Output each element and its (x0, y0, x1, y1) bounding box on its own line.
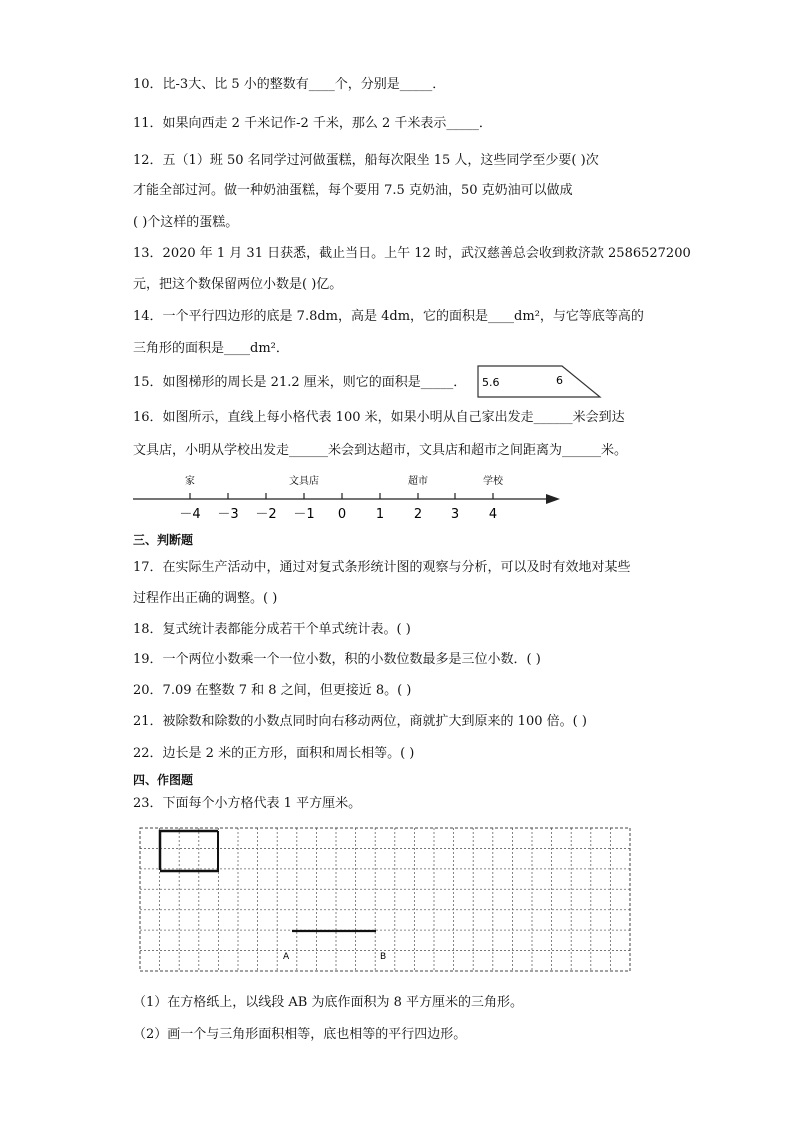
question-18: 18．复式统计表都能分成若干个单式统计表。( ) (133, 622, 411, 637)
number-line-tick-label: 0 (337, 507, 347, 522)
question-13-line1: 13．2020 年 1 月 31 日获悉，截止当日。上午 12 时，武汉慈善总会收到救济款 2586527200 (133, 246, 691, 261)
number-line (128, 470, 568, 525)
question-10: 10．比-3大、比 5 小的整数有____个，分别是_____． (133, 77, 446, 92)
question-16-line1: 16．如图所示，直线上每小格代表 100 米，如果小明从自己家出发走______米会到达 (133, 410, 625, 425)
question-23: 23．下面每个小方格代表 1 平方厘米。 (133, 796, 362, 811)
number-line-tick-label: 2 (413, 507, 423, 522)
question-22: 22．边长是 2 米的正方形，面积和周长相等。( ) (133, 746, 415, 761)
number-line-place-label: 文具店 (289, 476, 319, 487)
question-17-line2: 过程作出正确的调整。( ) (133, 591, 278, 606)
question-20: 20．7.09 在整数 7 和 8 之间，但更接近 8。( ) (133, 683, 412, 698)
number-line-tick-label: 1 (375, 507, 385, 522)
number-line-tick-label: －3 (217, 507, 239, 522)
label-b: B (380, 952, 387, 962)
question-23-part2: （2）画一个与三角形面积相等，底也相等的平行四边形。 (133, 1027, 467, 1042)
number-line-places (185, 474, 504, 487)
number-line-tick-label: －2 (255, 507, 277, 522)
question-12-line3: ( )个这样的蛋糕。 (133, 215, 239, 230)
question-12-line2: 才能全部过河。做一种奶油蛋糕，每个要用 7.5 克奶油，50 克奶油可以做成 (133, 183, 573, 198)
question-19: 19．一个两位小数乘一个一位小数，积的小数位数最多是三位小数．( ) (133, 652, 541, 667)
question-17-line1: 17．在实际生产活动中，通过对复式条形统计图的观察与分析，可以及时有效地对某些 (133, 560, 631, 575)
square-grid (138, 826, 638, 976)
question-13-line2: 元，把这个数保留两位小数是( )亿。 (133, 277, 343, 292)
number-line-tick-label: 3 (450, 507, 460, 522)
number-line-tick-label: 4 (488, 507, 498, 522)
number-line-place-label: 家 (185, 476, 195, 487)
grid-lines (140, 828, 630, 971)
number-line-tick-label: －4 (179, 507, 201, 522)
question-14-line2: 三角形的面积是____dm²． (133, 341, 289, 356)
drawn-rectangle (160, 831, 218, 870)
number-line-place-label: 学校 (483, 476, 503, 487)
question-14-line1: 14．一个平行四边形的底是 7.8dm，高是 4dm，它的面积是____dm²，与它等底等高的 (133, 309, 644, 324)
section-draw-title: 四、作图题 (133, 773, 194, 787)
question-15: 15．如图梯形的周长是 21.2 厘米，则它的面积是_____． (133, 375, 467, 390)
label-a: A (283, 952, 290, 962)
trapezoid-left-label: 5.6 (482, 376, 500, 389)
trapezoid-figure (476, 364, 606, 400)
number-line-tick-label: －1 (293, 507, 315, 522)
question-11: 11．如果向西走 2 千米记作-2 千米，那么 2 千米表示_____． (133, 116, 492, 131)
question-23-part1: （1）在方格纸上，以线段 AB 为底作面积为 8 平方厘米的三角形。 (133, 995, 524, 1010)
section-judge-title: 三、判断题 (133, 533, 194, 547)
question-21: 21．被除数和除数的小数点同时向右移动两位，商就扩大到原来的 100 倍。( ) (133, 714, 587, 729)
number-line-place-label: 超市 (408, 476, 428, 487)
grid-outer-border (140, 828, 630, 971)
number-line-ticks (179, 493, 497, 522)
question-12-line1: 12．五（1）班 50 名同学过河做蛋糕，船每次限坐 15 人，这些同学至少要( )次 (133, 153, 599, 168)
question-16-line2: 文具店，小明从学校出发走______米会到达超市，文具店和超市之间距离为______米。 (133, 443, 628, 458)
trapezoid-top-label: 6 (556, 374, 563, 387)
number-line-arrow (546, 494, 560, 504)
